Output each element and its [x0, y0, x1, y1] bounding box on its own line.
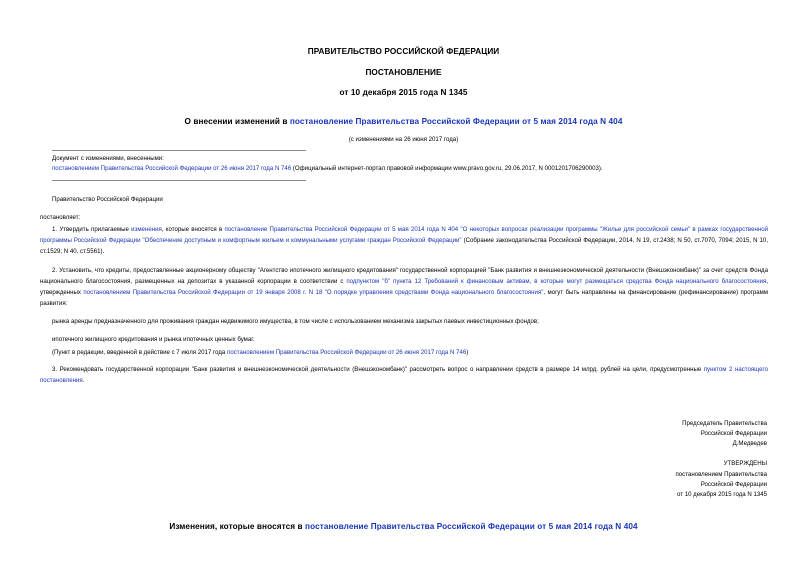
- p2-resolution-link[interactable]: постановлением Правительства Российской Федерации от 19 января 2008 г. N 18 "О порядке управления средствами Фонда национального благосостояния": [83, 289, 544, 296]
- amendments-label: Документ с изменениями, внесенными:: [52, 155, 164, 162]
- list-item-mortgage: ипотечного жилищного кредитования и рынка ипотечных ценных бумаг.: [52, 336, 255, 343]
- changes-title-prefix: Изменения, которые вносятся в: [169, 522, 306, 531]
- p2-text-b: , утвержденных: [40, 278, 768, 296]
- p1-text-b: , которые вносятся в: [161, 226, 225, 233]
- p3-point-link[interactable]: пунктом 2 настоящего постановления: [40, 366, 768, 384]
- approved-date: от 10 декабря 2015 года N 1345: [676, 491, 767, 498]
- government-line: Правительство Российской Федерации: [52, 196, 163, 203]
- p3-text-b: .: [82, 377, 85, 384]
- paragraph-2: [40, 265, 768, 309]
- p2-requirements-link[interactable]: подпунктом "б" пункта 12 Требований к финансовым активам, в которые могут размещаться средства Фонда национального благосостояния: [346, 278, 767, 285]
- document-type: ПОСТАНОВЛЕНИЕ: [365, 68, 442, 77]
- p1-text-a: 1. Утвердить прилагаемые: [52, 226, 132, 233]
- p1-text-c: (Собрание законодательства Российской Федерации, 2014, N 19, ст.2438; N 50, ст.7070, 7094; 2015, N 10, ст.1529; N 40, ст.5561).: [40, 237, 769, 255]
- approved-by: постановлением Правительства: [675, 471, 767, 478]
- p1-resolution-link[interactable]: постановление Правительства Российской Федерации от 5 мая 2014 года N 404 "О некоторых вопросах реализации программы "Жилье для российской семьи" в рамках государственной программы Российской Федерации "Обеспечение доступным и комфортным жильем и коммунальными услугами граждан Российской Федерации": [40, 226, 769, 244]
- list-item-rental-market: рынка аренды предназначенного для проживания граждан недвижимого имущества, в том числе с использованием механизма закрытых паевых инвестиционных фондов;: [52, 318, 539, 325]
- edition-note-link[interactable]: постановлением Правительства Российской Федерации от 26 июня 2017 года N 746: [227, 349, 467, 356]
- signature-position: Председатель Правительства: [682, 420, 767, 427]
- approved-country: Российской Федерации: [700, 481, 767, 488]
- title-link[interactable]: постановление Правительства Российской Федерации от 5 мая 2014 года N 404: [289, 117, 623, 126]
- amendments-link[interactable]: постановлением Правительства Российской Федерации от 26 июня 2017 года N 746: [52, 165, 292, 172]
- separator-top: [52, 150, 306, 151]
- edition-note: [52, 350, 468, 356]
- title-prefix: О внесении изменений в: [184, 117, 290, 126]
- revision-note: (с изменениями на 26 июня 2017 года): [348, 136, 459, 143]
- edition-note-text: (Пункт в редакции, введенной в действие с 7 июля 2017 года: [52, 349, 228, 356]
- changes-title-link[interactable]: постановление Правительства Российской Федерации от 5 мая 2014 года N 404: [305, 522, 638, 531]
- paragraph-1: [40, 224, 768, 257]
- edition-note-close: ): [466, 349, 469, 356]
- signature-name: Д.Медведев: [732, 440, 767, 447]
- signature-country: Российской Федерации: [700, 430, 767, 437]
- resolves-line: постановляет:: [40, 214, 81, 221]
- p2-text-c: , могут быть направлены на финансирование (рефинансирование) программ развития:: [40, 289, 768, 307]
- document-title: [0, 117, 807, 126]
- paragraph-3: [40, 364, 768, 386]
- amendments-entry: [52, 166, 603, 172]
- document-date-number: от 10 декабря 2015 года N 1345: [339, 88, 468, 97]
- approved-label: УТВЕРЖДЕНЫ: [723, 460, 767, 467]
- separator-bottom: [52, 180, 306, 181]
- government-heading: ПРАВИТЕЛЬСТВО РОССИЙСКОЙ ФЕДЕРАЦИИ: [307, 47, 500, 56]
- changes-title: [0, 522, 807, 531]
- p3-text-a: 3. Рекомендовать государственной корпорации "Банк развития и внешнеэкономической деятельности (Внешэкономбанк)" рассмотреть вопрос о направлении средств в размере 14 млрд. рублей на цели, предусмотренные: [52, 366, 704, 373]
- p1-changes-link[interactable]: изменения: [131, 226, 162, 233]
- amendments-source: (Официальный интернет-портал правовой информации www.pravo.gov.ru, 29.06.2017, N 0001201706290003).: [291, 165, 603, 172]
- p2-text-a: 2. Установить, что кредиты, предоставленные акционерному обществу "Агентство ипотечного жилищного кредитования" государственной корпорацией "Банк развития и внешнеэкономической деятельности (Внешэкономбанк)" за счет средств Фонда национального благосостояния, размещенных на депозитах в указанной корпорации в соответствии с: [40, 267, 768, 285]
